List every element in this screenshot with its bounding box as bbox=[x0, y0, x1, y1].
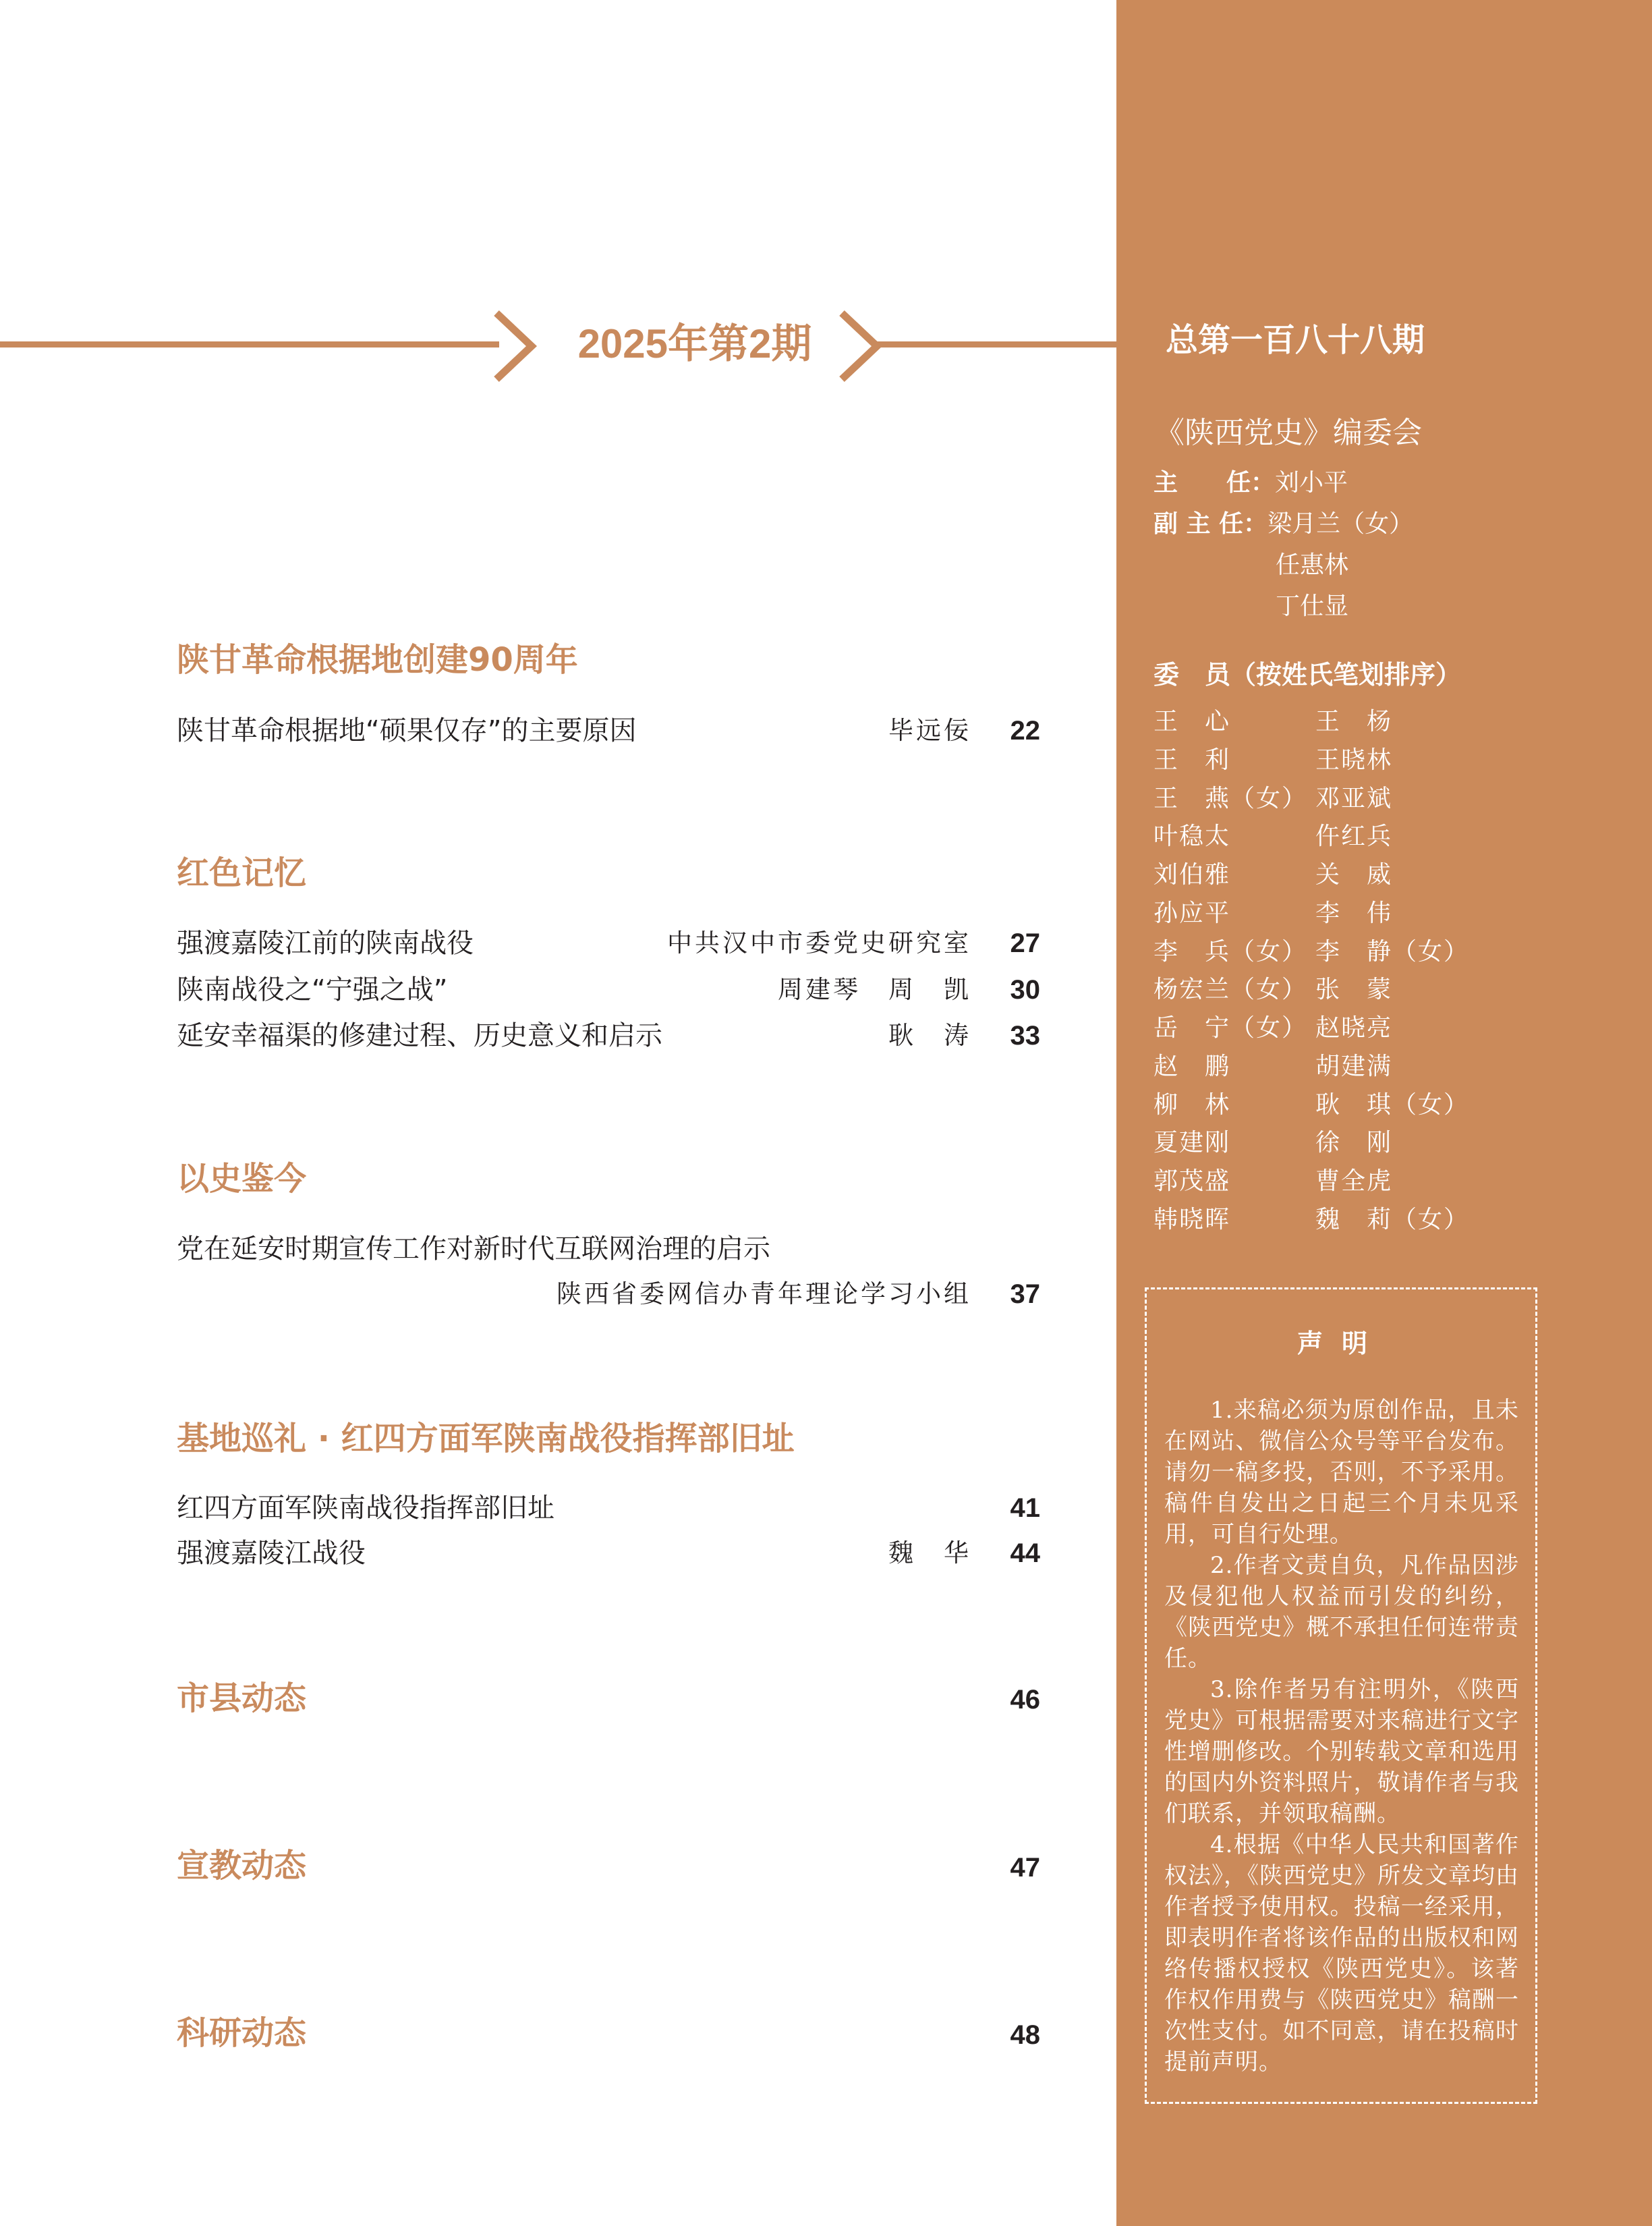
section-title: 以史鉴今 bbox=[177, 1160, 307, 1198]
member-name: 郭茂盛 bbox=[1153, 1167, 1231, 1195]
member-name: 叶稳太 bbox=[1153, 823, 1231, 850]
issue-line-right bbox=[876, 341, 1116, 347]
member-name: 耿 琪（女） bbox=[1315, 1091, 1470, 1119]
entry-author: 毕远佞 bbox=[888, 716, 971, 745]
toc-entry[interactable] bbox=[177, 1489, 1040, 1527]
deputy-name: 丁仕显 bbox=[1276, 592, 1349, 620]
entry-title: 强渡嘉陵江战役 bbox=[177, 1538, 366, 1569]
members-header: 委 员（按姓氏笔划排序） bbox=[1153, 660, 1462, 690]
member-name: 赵 鹏 bbox=[1153, 1053, 1231, 1080]
member-name: 王 心 bbox=[1153, 708, 1231, 735]
editorial-board-title: 《陕西党史》编委会 bbox=[1155, 416, 1422, 450]
entry-title: 延安幸福渠的修建过程、历史意义和启示 bbox=[177, 1020, 662, 1051]
section-title: 基地巡礼 · 红四方面军陕南战役指挥部旧址 bbox=[177, 1420, 795, 1457]
issue-line-left bbox=[0, 341, 499, 347]
director-label: 主 任： bbox=[1153, 469, 1276, 497]
deputy-name: 梁月兰（女） bbox=[1268, 510, 1414, 538]
entry-page: 37 bbox=[1010, 1279, 1040, 1309]
member-name: 王 燕（女） bbox=[1153, 785, 1308, 812]
member-name: 魏 莉（女） bbox=[1315, 1206, 1470, 1233]
member-name: 夏建刚 bbox=[1153, 1129, 1231, 1157]
member-name: 邓亚斌 bbox=[1315, 785, 1393, 812]
member-name: 曹全虎 bbox=[1315, 1167, 1393, 1195]
notice-title: 声明 bbox=[1297, 1329, 1386, 1358]
entry-page: 44 bbox=[1010, 1538, 1040, 1568]
section-title: 陕甘革命根据地创建90周年 bbox=[177, 641, 578, 679]
section-title[interactable]: 宣教动态 bbox=[177, 1847, 307, 1885]
toc-entry[interactable] bbox=[177, 712, 1040, 750]
member-name: 关 威 bbox=[1315, 861, 1393, 889]
entry-author: 魏 华 bbox=[888, 1538, 971, 1567]
member-name: 徐 刚 bbox=[1315, 1129, 1393, 1157]
section-page: 47 bbox=[1010, 1853, 1040, 1883]
entry-page: 27 bbox=[1010, 928, 1040, 958]
entry-page: 30 bbox=[1010, 975, 1040, 1005]
member-name: 王 杨 bbox=[1315, 708, 1393, 735]
notice-paragraph: 3.除作者另有注明外，《陕西党史》可根据需要对来稿进行文字性增删修改。个别转载文章和选用的国内外资料照片，敬请作者与我们联系，并领取稿酬。 bbox=[1164, 1676, 1519, 1827]
member-name: 李 静（女） bbox=[1315, 938, 1470, 966]
notice-paragraph: 4.根据《中华人民共和国著作权法》，《陕西党史》所发文章均由作者授予使用权。投稿一经采用，即表明作者将该作品的出版权和网络传播权授权《陕西党史》。该著作权作用费与《陕西党史》稿酬一次性支付。如不同意，请在投稿时提前声明。 bbox=[1164, 1831, 1519, 2076]
entry-title: 陕甘革命根据地“硕果仅存”的主要原因 bbox=[177, 715, 637, 746]
member-name: 杨宏兰（女） bbox=[1153, 976, 1308, 1003]
chevron-right-icon bbox=[491, 309, 538, 383]
member-name: 韩晓晖 bbox=[1153, 1206, 1231, 1233]
toc-entry[interactable] bbox=[177, 1230, 1040, 1268]
section-page: 48 bbox=[1010, 2020, 1040, 2050]
board-director bbox=[1153, 467, 1348, 499]
member-name: 王晓林 bbox=[1315, 746, 1393, 774]
section-page: 46 bbox=[1010, 1685, 1040, 1715]
member-name: 岳 宁（女） bbox=[1153, 1014, 1308, 1042]
member-name: 刘伯雅 bbox=[1153, 861, 1231, 889]
entry-title: 红四方面军陕南战役指挥部旧址 bbox=[177, 1493, 554, 1524]
board-deputy bbox=[1153, 508, 1413, 540]
notice-paragraph: 1.来稿必须为原创作品，且未在网站、微信公众号等平台发布。请勿一稿多投，否则，不予采用。稿件自发出之日起三个月未见采用，可自行处理。 bbox=[1164, 1397, 1519, 1548]
section-title: 红色记忆 bbox=[177, 854, 307, 892]
member-name: 仵红兵 bbox=[1315, 823, 1393, 850]
notice-box bbox=[1145, 1287, 1537, 2104]
entry-title: 强渡嘉陵江前的陕南战役 bbox=[177, 928, 474, 959]
member-name: 张 蒙 bbox=[1315, 976, 1393, 1003]
member-name: 李 兵（女） bbox=[1153, 938, 1308, 966]
member-name: 孙应平 bbox=[1153, 899, 1231, 927]
notice-paragraph: 2.作者文责自负，凡作品因涉及侵犯他人权益而引发的纠纷，《陕西党史》概不承担任何连带责任。 bbox=[1164, 1552, 1519, 1672]
entry-page: 22 bbox=[1010, 716, 1040, 746]
section-title[interactable]: 科研动态 bbox=[177, 2014, 307, 2052]
entry-title: 党在延安时期宣传工作对新时代互联网治理的启示 bbox=[177, 1233, 770, 1264]
toc-entry[interactable] bbox=[177, 1017, 1040, 1055]
member-name: 李 伟 bbox=[1315, 899, 1393, 927]
entry-page: 33 bbox=[1010, 1021, 1040, 1051]
member-name: 王 利 bbox=[1153, 746, 1231, 774]
entry-author: 周建琴 周 凯 bbox=[778, 975, 971, 1004]
total-issue-number: 总第一百八十八期 bbox=[1166, 321, 1425, 359]
entry-author: 陕西省委网信办青年理论学习小组 bbox=[557, 1279, 971, 1308]
entry-author: 耿 涛 bbox=[888, 1021, 971, 1050]
section-title[interactable]: 市县动态 bbox=[177, 1679, 307, 1717]
toc-entry[interactable] bbox=[177, 1275, 1040, 1313]
director-name: 刘小平 bbox=[1275, 469, 1348, 497]
entry-page: 41 bbox=[1010, 1493, 1040, 1523]
deputy-label: 副 主 任： bbox=[1153, 510, 1268, 538]
toc-entry[interactable] bbox=[177, 971, 1040, 1009]
member-name: 胡建满 bbox=[1315, 1053, 1393, 1080]
member-name: 柳 林 bbox=[1153, 1091, 1231, 1119]
member-name: 赵晓亮 bbox=[1315, 1014, 1393, 1042]
entry-title: 陕南战役之“宁强之战” bbox=[177, 974, 448, 1005]
entry-author: 中共汉中市委党史研究室 bbox=[667, 928, 971, 957]
deputy-name: 任惠林 bbox=[1276, 551, 1349, 579]
toc-entry[interactable] bbox=[177, 924, 1040, 962]
issue-title: 2025年第2期 bbox=[577, 321, 812, 366]
toc-entry[interactable] bbox=[177, 1534, 1040, 1572]
